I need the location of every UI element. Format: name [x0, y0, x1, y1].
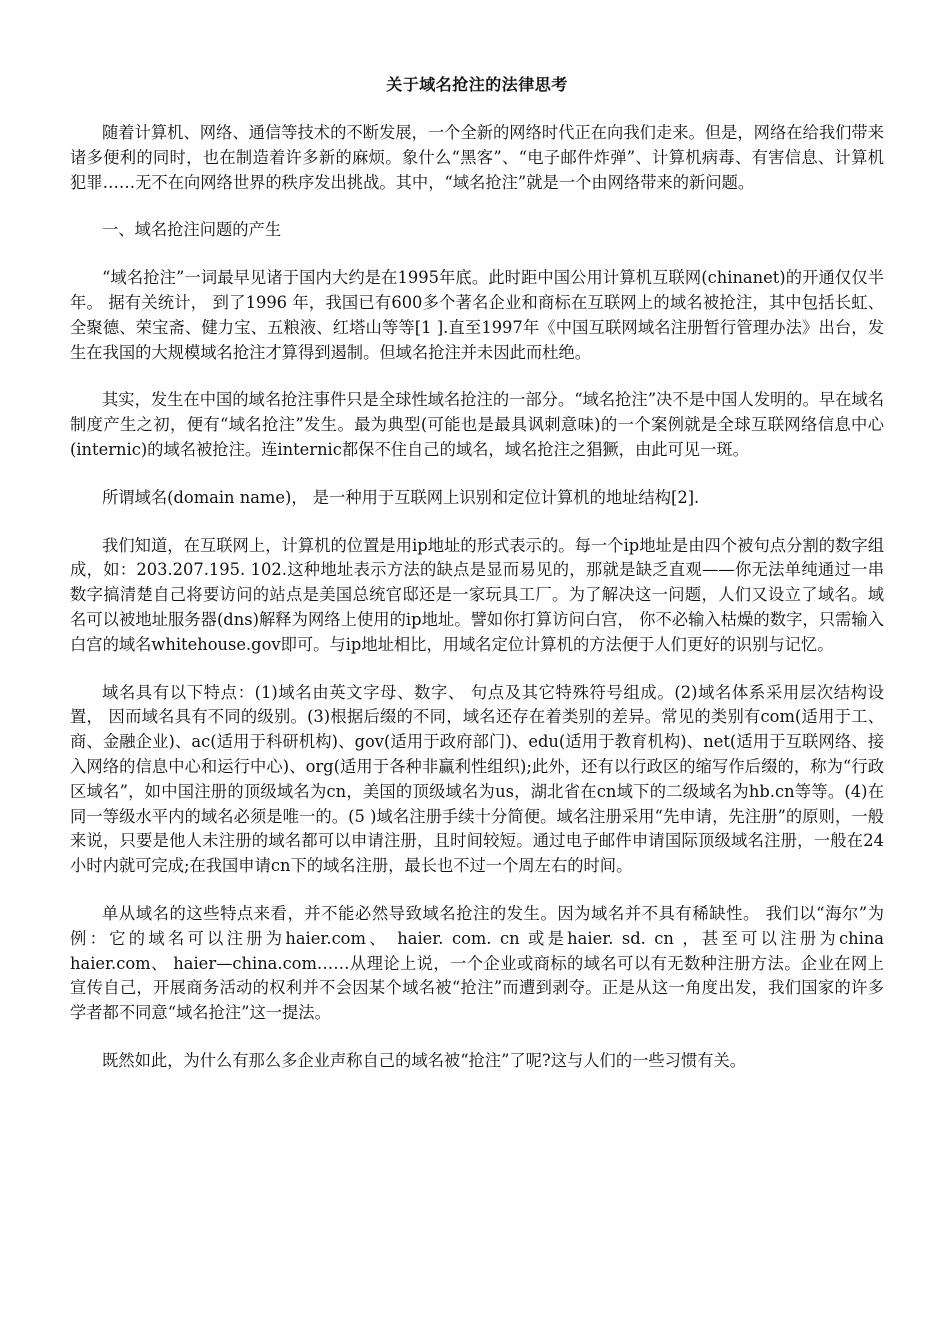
paragraph-origin: “域名抢注”一词最早见诸于国内大约是在1995年底。此时距中国公用计算机互联网(chinanet)的开通仅仅半年。 据有关统计， 到了1996 年，我国已有600多个著名企业和商标在互联网上的域名被抢注，其中包括长虹、全聚德、荣宝斋、健力宝、五粮液、红塔山等等[1 ].直至1997年《中国互联网域名注册暂行管理办法》出台，发生在我国的大规模域名抢注才算得到遏制。但域名抢注并未因此而杜绝。 [70, 268, 884, 362]
page-title: 关于域名抢注的法律思考 [386, 75, 568, 94]
paragraph-conclusion: 既然如此，为什么有那么多企业声称自己的域名被“抢注”了呢?这与人们的一些习惯有关。 [102, 1050, 747, 1070]
paragraph-global: 其实，发生在中国的域名抢注事件只是全球性域名抢注的一部分。“域名抢注”决不是中国人发明的。早在域名制度产生之初，便有“域名抢注”发生。最为典型(可能也是最具讽刺意味)的一个案例就是全球互联网络信息中心(internic)的域名被抢注。连internic都保不住自己的域名，域名抢注之猖獗，由此可见一斑。 [70, 390, 884, 459]
paragraph-features: 域名具有以下特点：(1)域名由英文字母、数字、 句点及其它特殊符号组成。(2)域名体系采用层次结构设置， 因而域名具有不同的级别。(3)根据后缀的不同，域名还存在着类别的差异。常见的类别有com(适用于工、商、金融企业)、ac(适用于科研机构)、gov(适用于政府部门)、edu(适用于教育机构)、net(适用于互联网络、接入网络的信息中心和运行中心)、org(适用于各种非赢利性组织);此外，还有以行政区的缩写作后缀的，称为“行政区域名”，如中国注册的顶级域名为cn，美国的顶级域名为us，湖北省在cn域下的二级域名为hb.cn等等。(4)在同一等级水平内的域名必须是唯一的。(5 )域名注册手续十分简便。域名注册采用“先申请，先注册”的原则，一般来说，只要是他人未注册的域名都可以申请注册，且时间较短。通过电子邮件申请国际顶级域名注册，一般在24小时内就可完成;在我国申请cn下的域名注册，最长也不过一个周左右的时间。 [70, 682, 884, 876]
paragraph-haier-example: 单从域名的这些特点来看，并不能必然导致域名抢注的发生。因为域名并不具有稀缺性。 我们以“海尔”为例：它的域名可以注册为haier.com、 haier. com. cn 或是haier. sd. cn ，甚至可以注册为china haier.com、 haier—china.com……从理论上说，一个企业或商标的域名可以有无数种注册方法。企业在网上宣传自己，开展商务活动的权利并不会因某个域名被“抢注”而遭到剥夺。正是从这一角度出发，我们国家的许多学者都不同意“域名抢注”这一提法。 [70, 903, 884, 1023]
document-page [70, 72, 884, 1097]
paragraph-ip-address: 我们知道，在互联网上，计算机的位置是用ip地址的形式表示的。每一个ip地址是由四个被句点分割的数字组成，如：203.207.195. 102.这种地址表示方法的缺点是显而易见的，那就是缺乏直观——你无法单纯通过一串数字搞清楚自己将要访问的站点是美国总统官邸还是一家玩具工厂。为了解决这一问题，人们又设立了域名。域名可以被地址服务器(dns)解释为网络上使用的ip地址。譬如你打算访问白宫， 你不必输入枯燥的数字，只需输入白宫的域名whitehouse.gov即可。与ip地址相比，用域名定位计算机的方法便于人们更好的识别与记忆。 [70, 535, 884, 654]
section-heading: 一、域名抢注问题的产生 [102, 220, 282, 240]
paragraph-intro: 随着计算机、网络、通信等技术的不断发展，一个全新的网络时代正在向我们走来。但是，网络在给我们带来诸多便利的同时，也在制造着许多新的麻烦。象什么“黑客”、“电子邮件炸弹”、计算机病毒、有害信息、计算机犯罪……无不在向网络世界的秩序发出挑战。其中，“域名抢注”就是一个由网络带来的新问题。 [70, 123, 884, 192]
paragraph-definition: 所谓域名(domain name)， 是一种用于互联网上识别和定位计算机的地址结构[2]. [102, 487, 700, 507]
